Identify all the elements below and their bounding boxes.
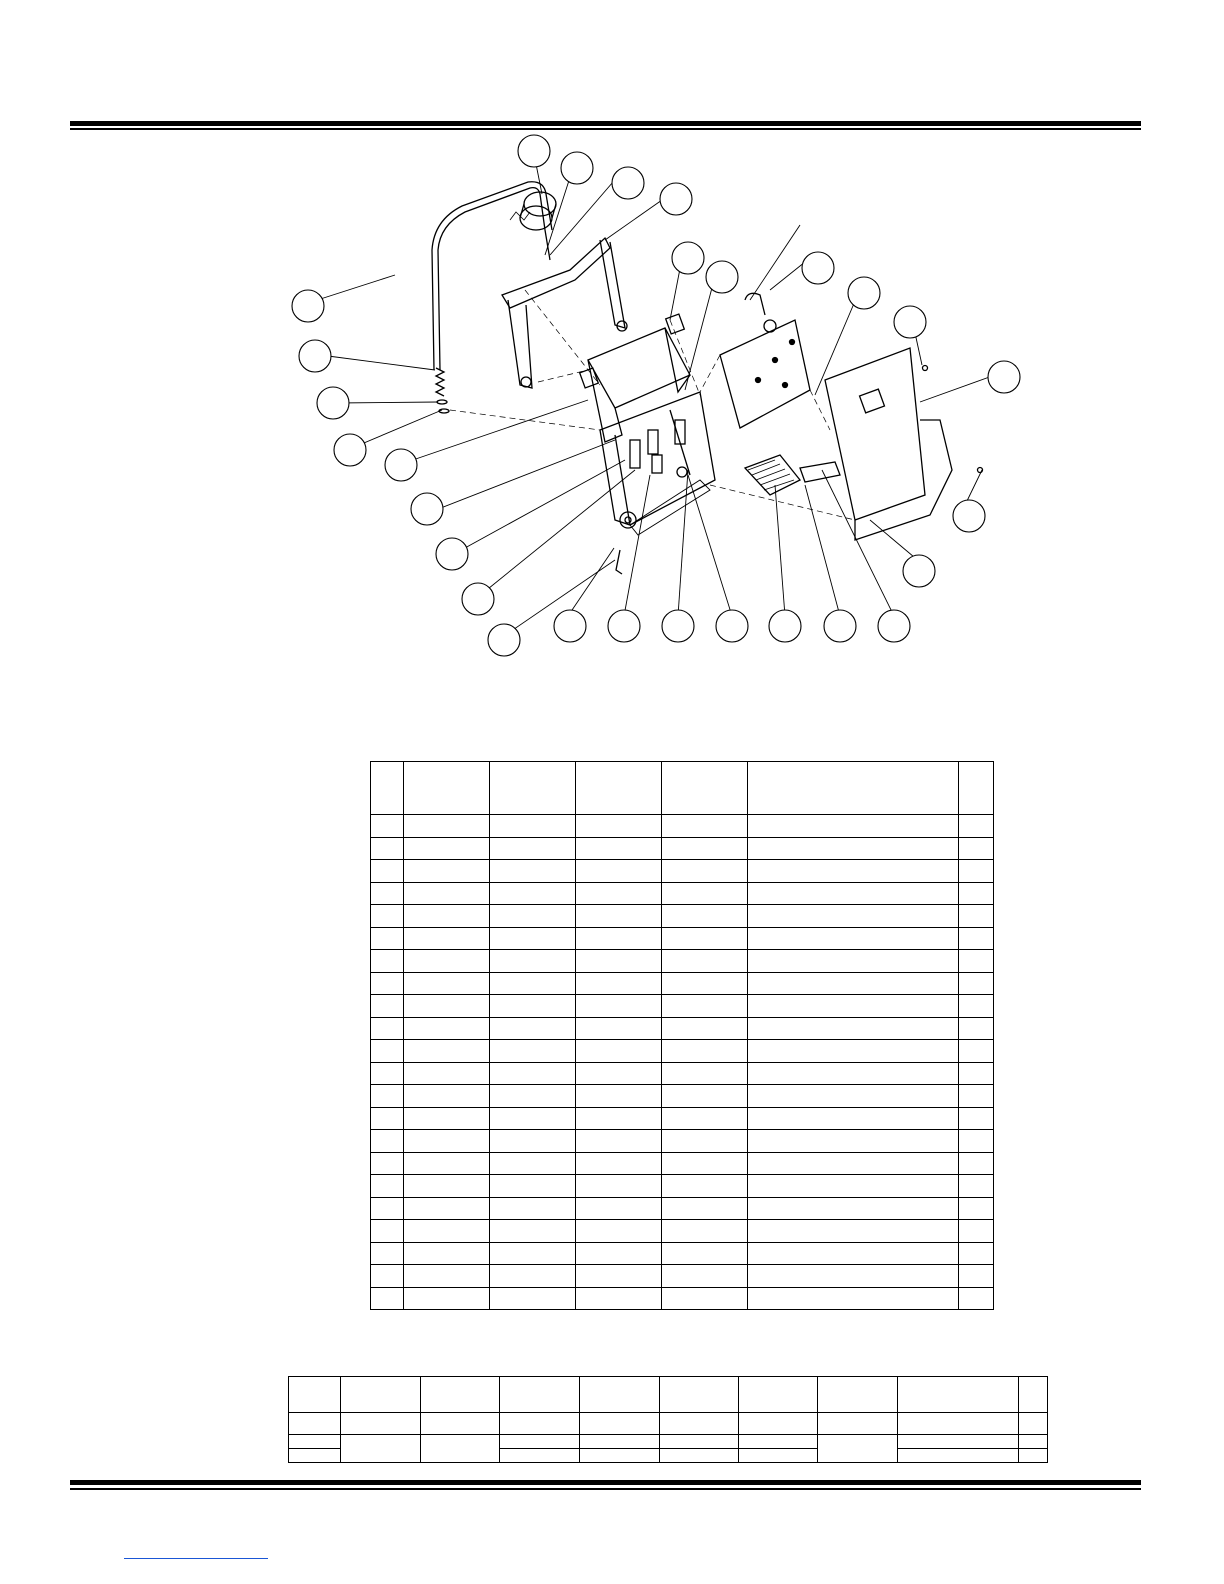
table-cell xyxy=(959,1085,994,1108)
table-cell xyxy=(576,1197,662,1220)
table-cell xyxy=(576,837,662,860)
table-cell xyxy=(576,927,662,950)
table-cell xyxy=(959,882,994,905)
table-row xyxy=(371,1085,994,1108)
table-cell xyxy=(959,1220,994,1243)
table-cell xyxy=(403,1265,489,1288)
table-cell xyxy=(748,1242,959,1265)
table-cell xyxy=(489,837,575,860)
table-cell xyxy=(403,1062,489,1085)
fittings-and-valves xyxy=(616,420,687,574)
table-cell xyxy=(371,950,404,973)
table-cell xyxy=(403,1130,489,1153)
table-cell xyxy=(371,1062,404,1085)
phantom-alignment-lines xyxy=(450,290,855,520)
table-cell xyxy=(662,1220,748,1243)
table-row xyxy=(371,1062,994,1085)
table-cell xyxy=(403,860,489,883)
table-cell xyxy=(748,1040,959,1063)
table-cell xyxy=(662,1197,748,1220)
table-cell xyxy=(576,1107,662,1130)
table-cell xyxy=(662,860,748,883)
table-cell xyxy=(371,1040,404,1063)
table-cell xyxy=(662,1017,748,1040)
table-cell-merged xyxy=(421,1435,500,1463)
table-row xyxy=(371,815,994,838)
table-cell xyxy=(662,995,748,1018)
table-cell xyxy=(403,927,489,950)
header-cell xyxy=(421,1377,500,1413)
table-cell xyxy=(403,1085,489,1108)
table-cell xyxy=(576,1265,662,1288)
table-cell xyxy=(1019,1435,1048,1449)
table-row xyxy=(371,1040,994,1063)
table-cell xyxy=(341,1413,421,1435)
table-cell xyxy=(662,1287,748,1310)
table-cell xyxy=(897,1449,1019,1463)
table-cell xyxy=(403,950,489,973)
table-cell xyxy=(371,1085,404,1108)
table-cell xyxy=(403,1287,489,1310)
table-cell xyxy=(371,1107,404,1130)
table-row xyxy=(371,950,994,973)
table-cell xyxy=(959,1265,994,1288)
table-row xyxy=(371,972,994,995)
table-cell xyxy=(738,1449,817,1463)
table-cell xyxy=(748,972,959,995)
table-cell xyxy=(403,1220,489,1243)
header-cell-description xyxy=(748,762,959,815)
header-cell-item xyxy=(371,762,404,815)
table-cell xyxy=(748,1197,959,1220)
table-cell xyxy=(748,1130,959,1153)
table-row xyxy=(371,882,994,905)
parts-list-table xyxy=(370,761,994,1310)
table-cell xyxy=(748,882,959,905)
table-row xyxy=(371,860,994,883)
table-cell xyxy=(371,1130,404,1153)
table-cell xyxy=(662,950,748,973)
table-cell xyxy=(659,1449,738,1463)
header-cell xyxy=(579,1377,659,1413)
table-cell xyxy=(959,1242,994,1265)
table-cell xyxy=(817,1413,897,1435)
table-cell xyxy=(403,972,489,995)
table-cell xyxy=(489,1062,575,1085)
header-cell-part-number xyxy=(403,762,489,815)
table-cell xyxy=(489,882,575,905)
table-cell xyxy=(371,1175,404,1198)
table-cell xyxy=(403,1107,489,1130)
table-cell xyxy=(959,837,994,860)
table-cell xyxy=(489,1152,575,1175)
table-row xyxy=(289,1413,1048,1435)
table-cell xyxy=(659,1435,738,1449)
table-cell xyxy=(576,972,662,995)
table-cell xyxy=(371,927,404,950)
table-cell xyxy=(403,1197,489,1220)
table-cell xyxy=(662,1107,748,1130)
table-cell xyxy=(1019,1449,1048,1463)
table-cell xyxy=(897,1413,1019,1435)
table-cell xyxy=(959,1175,994,1198)
table-row xyxy=(371,927,994,950)
table-cell xyxy=(959,995,994,1018)
heat-sink xyxy=(745,455,840,495)
table-cell xyxy=(576,1242,662,1265)
exploded-assembly-diagram xyxy=(270,130,1040,670)
table-cell xyxy=(371,1017,404,1040)
top-rule-thick xyxy=(70,121,1141,126)
table-cell xyxy=(489,1265,575,1288)
table-cell xyxy=(897,1435,1019,1449)
table-cell xyxy=(576,1130,662,1153)
table-row xyxy=(371,1287,994,1310)
table-cell xyxy=(403,995,489,1018)
table-cell xyxy=(662,1265,748,1288)
table-cell xyxy=(748,905,959,928)
table-row xyxy=(371,995,994,1018)
header-cell xyxy=(659,1377,738,1413)
table-cell xyxy=(421,1413,500,1435)
callout-circles xyxy=(292,135,1020,656)
table-cell xyxy=(662,815,748,838)
table-row xyxy=(371,1265,994,1288)
header-cell xyxy=(897,1377,1019,1413)
table-cell xyxy=(576,815,662,838)
table-cell xyxy=(489,1130,575,1153)
header-cell xyxy=(500,1377,579,1413)
table-cell xyxy=(489,1287,575,1310)
header-cell-qty xyxy=(959,762,994,815)
table-cell xyxy=(489,860,575,883)
table-cell xyxy=(959,1152,994,1175)
table-cell xyxy=(371,815,404,838)
table-cell xyxy=(576,905,662,928)
table-cell xyxy=(748,815,959,838)
table-header-row xyxy=(289,1377,1048,1413)
header-cell xyxy=(738,1377,817,1413)
table-cell xyxy=(748,1017,959,1040)
table-cell xyxy=(489,1175,575,1198)
table-cell xyxy=(748,1062,959,1085)
reference-table xyxy=(288,1376,1048,1463)
table-cell xyxy=(403,905,489,928)
table-cell xyxy=(489,1017,575,1040)
table-cell xyxy=(403,882,489,905)
header-cell-model-c xyxy=(662,762,748,815)
table-cell xyxy=(489,1242,575,1265)
table-cell xyxy=(576,1040,662,1063)
table-cell xyxy=(662,905,748,928)
table-cell xyxy=(403,1017,489,1040)
table-cell xyxy=(748,927,959,950)
table-cell xyxy=(959,1197,994,1220)
footer-link-underline[interactable] xyxy=(124,1558,268,1559)
table-cell xyxy=(489,1220,575,1243)
table-cell xyxy=(748,1220,959,1243)
table-cell-merged xyxy=(341,1435,421,1463)
table-cell xyxy=(748,860,959,883)
table-cell xyxy=(403,837,489,860)
table-cell xyxy=(489,905,575,928)
control-box xyxy=(720,293,810,428)
table-cell xyxy=(576,1220,662,1243)
table-cell xyxy=(748,950,959,973)
table-cell xyxy=(662,1040,748,1063)
table-cell xyxy=(489,950,575,973)
table-row xyxy=(371,1175,994,1198)
table-cell xyxy=(371,1265,404,1288)
table-cell xyxy=(489,995,575,1018)
table-cell xyxy=(579,1413,659,1435)
table-cell xyxy=(959,1130,994,1153)
table-cell xyxy=(959,1017,994,1040)
table-cell xyxy=(748,1265,959,1288)
table-cell xyxy=(371,972,404,995)
table-cell xyxy=(576,1152,662,1175)
table-cell xyxy=(489,927,575,950)
bottom-rule-thick xyxy=(70,1480,1141,1485)
table-row xyxy=(371,837,994,860)
callout-leader-lines xyxy=(308,154,995,636)
table-cell xyxy=(959,1107,994,1130)
header-cell-model-a xyxy=(489,762,575,815)
table-cell xyxy=(289,1435,341,1449)
table-cell xyxy=(662,1062,748,1085)
table-cell xyxy=(371,837,404,860)
table-row xyxy=(371,1242,994,1265)
table-cell xyxy=(371,905,404,928)
table-row xyxy=(371,1197,994,1220)
main-mounting-plate xyxy=(600,392,715,535)
table-cell xyxy=(959,905,994,928)
table-cell xyxy=(489,972,575,995)
table-cell xyxy=(500,1413,579,1435)
header-cell xyxy=(289,1377,341,1413)
table-cell xyxy=(662,1175,748,1198)
table-cell xyxy=(403,1242,489,1265)
table-cell xyxy=(662,927,748,950)
table-row xyxy=(371,1130,994,1153)
table-cell xyxy=(576,1287,662,1310)
table-row xyxy=(371,1220,994,1243)
table-cell-merged xyxy=(817,1435,897,1463)
table-cell xyxy=(959,927,994,950)
table-cell xyxy=(500,1435,579,1449)
table-cell xyxy=(959,950,994,973)
table-cell xyxy=(662,1130,748,1153)
table-cell xyxy=(959,1287,994,1310)
table-cell xyxy=(748,1152,959,1175)
table-cell xyxy=(576,860,662,883)
table-cell xyxy=(959,815,994,838)
spring-and-washers xyxy=(436,368,449,413)
bottom-rule-thin xyxy=(70,1488,1141,1490)
table-cell xyxy=(403,1175,489,1198)
table-cell xyxy=(738,1413,817,1435)
table-row xyxy=(371,905,994,928)
table-row xyxy=(289,1435,1048,1449)
table-cell xyxy=(959,1040,994,1063)
table-cell xyxy=(371,995,404,1018)
table-cell xyxy=(289,1413,341,1435)
table-cell xyxy=(403,815,489,838)
table-cell xyxy=(371,1287,404,1310)
table-cell xyxy=(662,1085,748,1108)
table-cell xyxy=(959,1062,994,1085)
table-row xyxy=(371,1152,994,1175)
table-cell xyxy=(576,995,662,1018)
table-cell xyxy=(489,1085,575,1108)
table-cell xyxy=(289,1449,341,1463)
table-cell xyxy=(489,1197,575,1220)
table-cell xyxy=(576,1062,662,1085)
table-cell xyxy=(371,1242,404,1265)
header-cell xyxy=(1019,1377,1048,1413)
table-cell xyxy=(738,1435,817,1449)
table-cell xyxy=(748,1175,959,1198)
table-cell xyxy=(371,882,404,905)
table-cell xyxy=(662,1152,748,1175)
table-cell xyxy=(748,1287,959,1310)
table-cell xyxy=(748,1107,959,1130)
table-cell xyxy=(959,860,994,883)
header-cell xyxy=(817,1377,897,1413)
table-cell xyxy=(403,1040,489,1063)
table-cell xyxy=(489,1040,575,1063)
table-row xyxy=(371,1107,994,1130)
lift-linkage-arm xyxy=(502,238,627,388)
table-cell xyxy=(659,1413,738,1435)
table-cell xyxy=(579,1449,659,1463)
table-cell xyxy=(748,837,959,860)
table-cell xyxy=(371,1197,404,1220)
table-cell xyxy=(662,882,748,905)
table-cell xyxy=(489,815,575,838)
table-cell xyxy=(959,972,994,995)
table-cell xyxy=(576,882,662,905)
table-cell xyxy=(576,1017,662,1040)
header-cell-model-b xyxy=(576,762,662,815)
table-cell xyxy=(403,1152,489,1175)
table-cell xyxy=(748,995,959,1018)
table-cell xyxy=(576,950,662,973)
table-cell xyxy=(576,1175,662,1198)
header-cell xyxy=(341,1377,421,1413)
table-header-row xyxy=(371,762,994,815)
table-cell xyxy=(1019,1413,1048,1435)
table-cell xyxy=(489,1107,575,1130)
table-cell xyxy=(576,1085,662,1108)
table-cell xyxy=(371,860,404,883)
table-cell xyxy=(371,1152,404,1175)
table-cell xyxy=(662,972,748,995)
table-cell xyxy=(662,837,748,860)
table-cell xyxy=(371,1220,404,1243)
table-cell xyxy=(500,1449,579,1463)
table-cell xyxy=(579,1435,659,1449)
table-row xyxy=(371,1017,994,1040)
table-cell xyxy=(748,1085,959,1108)
table-cell xyxy=(662,1242,748,1265)
handle-bar xyxy=(432,182,552,370)
